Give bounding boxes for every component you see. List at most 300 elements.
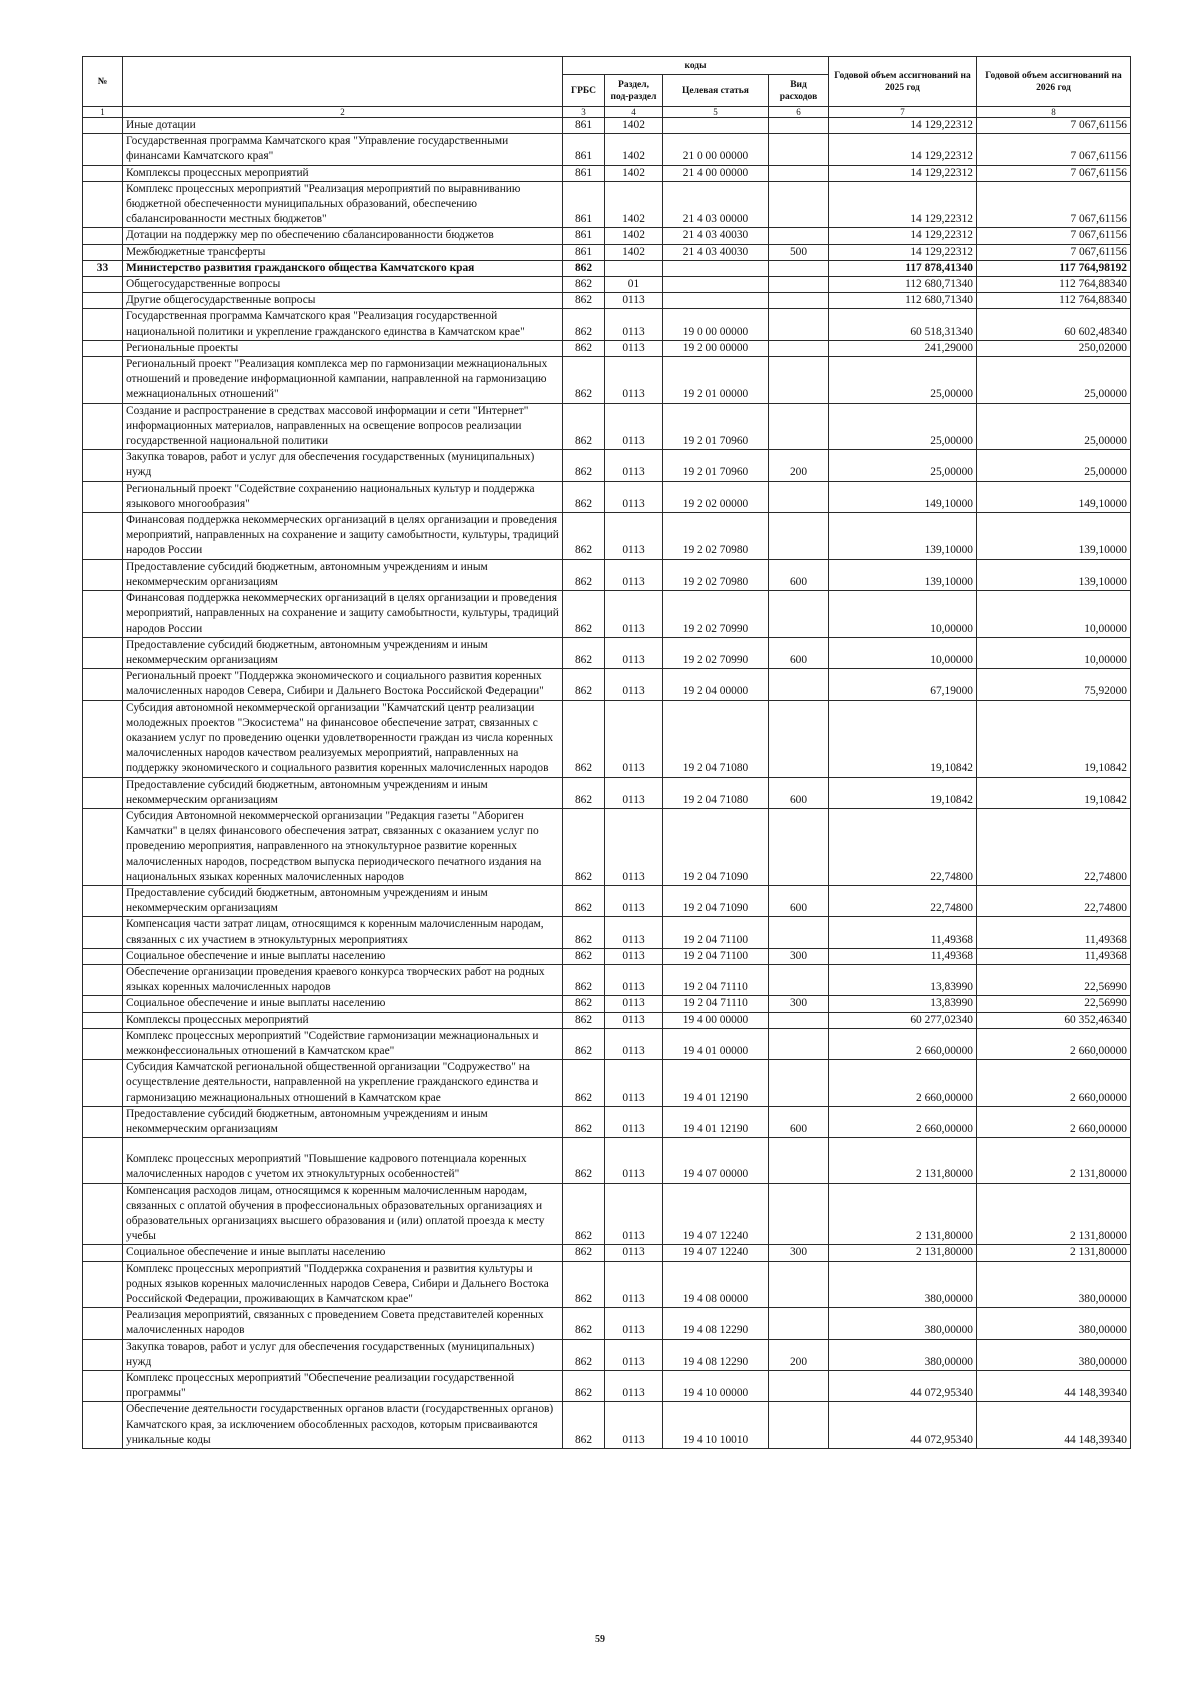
table-row xyxy=(83,118,1131,134)
row-amount-2025: 2 131,80000 xyxy=(829,1245,977,1261)
row-name xyxy=(123,1183,563,1245)
row-grbs: 862 xyxy=(563,1028,605,1059)
row-razdel: 1402 xyxy=(605,118,663,134)
row-razdel: 0113 xyxy=(605,513,663,560)
row-name-text: Государственная программа Камчатского края "Управление государственными финансами Камчатского края" xyxy=(126,135,509,163)
table-row xyxy=(83,1138,1131,1183)
row-razdel: 0113 xyxy=(605,948,663,964)
row-name-text: Компенсация части затрат лицам, относящимся к коренным малочисленным народам, связанных с их участием в этнокультурных мероприятиях xyxy=(126,918,544,946)
row-grbs: 862 xyxy=(563,357,605,404)
row-amount-2026: 2 660,00000 xyxy=(977,1060,1131,1107)
row-target-article: 19 2 02 70990 xyxy=(663,591,769,638)
row-amount-2025: 25,00000 xyxy=(829,357,977,404)
row-name xyxy=(123,996,563,1012)
row-number xyxy=(83,700,123,777)
row-grbs: 862 xyxy=(563,1245,605,1261)
row-amount-2025: 44 072,95340 xyxy=(829,1402,977,1449)
row-grbs: 862 xyxy=(563,340,605,356)
row-number xyxy=(83,165,123,181)
row-name xyxy=(123,181,563,228)
row-amount-2025: 14 129,22312 xyxy=(829,228,977,244)
row-razdel: 0113 xyxy=(605,1339,663,1370)
row-target-article: 19 2 04 71090 xyxy=(663,885,769,916)
row-amount-2026: 25,00000 xyxy=(977,357,1131,404)
row-grbs: 862 xyxy=(563,700,605,777)
row-name-text: Предоставление субсидий бюджетным, автономным учреждениям и иным некоммерческим организациям xyxy=(126,638,488,666)
row-razdel: 0113 xyxy=(605,700,663,777)
row-razdel: 0113 xyxy=(605,964,663,995)
row-name xyxy=(123,1371,563,1402)
row-number xyxy=(83,1183,123,1245)
table-row xyxy=(83,357,1131,404)
row-amount-2026: 7 067,61156 xyxy=(977,244,1131,260)
row-amount-2026: 25,00000 xyxy=(977,403,1131,450)
row-grbs: 862 xyxy=(563,513,605,560)
row-name-text: Предоставление субсидий бюджетным, автономным учреждениям и иным некоммерческим организациям xyxy=(126,560,488,588)
row-name xyxy=(123,481,563,512)
row-name xyxy=(123,1028,563,1059)
row-name xyxy=(123,808,563,885)
row-expense-type xyxy=(769,917,829,948)
index-cell: 8 xyxy=(977,107,1131,118)
row-expense-type xyxy=(769,481,829,512)
row-name-text: Комплекс процессных мероприятий "Реализация мероприятий по выравниванию бюджетной обеспеченности муниципальных образований, обеспечению сбалансированности местных бюджетов" xyxy=(126,182,521,226)
row-amount-2025: 19,10842 xyxy=(829,777,977,808)
row-number xyxy=(83,637,123,668)
row-target-article: 19 4 01 12190 xyxy=(663,1106,769,1137)
table-row xyxy=(83,637,1131,668)
row-name xyxy=(123,1245,563,1261)
row-grbs: 862 xyxy=(563,1106,605,1137)
row-amount-2026: 11,49368 xyxy=(977,917,1131,948)
table-row xyxy=(83,513,1131,560)
row-amount-2025: 117 878,41340 xyxy=(829,260,977,276)
row-razdel: 1402 xyxy=(605,244,663,260)
table-row xyxy=(83,559,1131,590)
row-amount-2026: 60 352,46340 xyxy=(977,1012,1131,1028)
row-amount-2025: 19,10842 xyxy=(829,700,977,777)
row-target-article: 21 4 00 00000 xyxy=(663,165,769,181)
row-amount-2026: 44 148,39340 xyxy=(977,1402,1131,1449)
row-name-text: Дотации на поддержку мер по обеспечению сбалансированности бюджетов xyxy=(126,229,494,242)
row-amount-2025: 241,29000 xyxy=(829,340,977,356)
row-number xyxy=(83,293,123,309)
row-grbs: 861 xyxy=(563,228,605,244)
row-number xyxy=(83,559,123,590)
row-razdel: 0113 xyxy=(605,1245,663,1261)
row-target-article xyxy=(663,260,769,276)
row-amount-2026: 117 764,98192 xyxy=(977,260,1131,276)
row-amount-2026: 2 131,80000 xyxy=(977,1245,1131,1261)
row-name-text: Иные дотации xyxy=(126,119,196,131)
index-cell: 3 xyxy=(563,107,605,118)
row-grbs: 861 xyxy=(563,181,605,228)
row-razdel: 0113 xyxy=(605,403,663,450)
row-amount-2026: 10,00000 xyxy=(977,637,1131,668)
row-razdel: 0113 xyxy=(605,1402,663,1449)
row-amount-2025: 112 680,71340 xyxy=(829,293,977,309)
table-row xyxy=(83,1060,1131,1107)
row-name-text: Межбюджетные трансферты xyxy=(126,245,266,258)
table-row xyxy=(83,309,1131,340)
row-razdel: 0113 xyxy=(605,340,663,356)
page-number: 59 xyxy=(595,1634,605,1645)
table-row xyxy=(83,134,1131,165)
row-razdel: 0113 xyxy=(605,1012,663,1028)
row-razdel: 0113 xyxy=(605,357,663,404)
row-expense-type xyxy=(769,118,829,134)
row-grbs: 862 xyxy=(563,885,605,916)
row-expense-type xyxy=(769,1138,829,1183)
row-name-text: Комплекс процессных мероприятий "Поддержка сохранения и развития культуры и родных языков коренных малочисленных народов Севера, Сибири и Дальнего Востока Российской Федерации, проживающих в Камчатском крае" xyxy=(126,1262,549,1306)
row-grbs: 862 xyxy=(563,1402,605,1449)
row-number xyxy=(83,1261,123,1308)
row-expense-type xyxy=(769,293,829,309)
row-grbs: 862 xyxy=(563,1261,605,1308)
row-target-article xyxy=(663,118,769,134)
row-grbs: 862 xyxy=(563,964,605,995)
row-name-text: Региональный проект "Поддержка экономического и социального развития коренных малочисленных народов Севера, Сибири и Дальнего Востока Российской Федерации" xyxy=(126,670,544,698)
row-razdel: 0113 xyxy=(605,777,663,808)
row-name xyxy=(123,917,563,948)
row-target-article: 21 4 03 40030 xyxy=(663,228,769,244)
row-grbs: 862 xyxy=(563,669,605,700)
row-amount-2026: 22,74800 xyxy=(977,885,1131,916)
row-razdel: 0113 xyxy=(605,996,663,1012)
table-row xyxy=(83,1012,1131,1028)
row-number xyxy=(83,118,123,134)
row-razdel: 0113 xyxy=(605,559,663,590)
row-grbs: 862 xyxy=(563,1138,605,1183)
row-number xyxy=(83,513,123,560)
row-name-text: Субсидия Камчатской региональной общественной организации "Содружество" на осуществление деятельности, направленной на укрепление гражданского единства и гармонизацию межнациональных отношений в Камчатском крае xyxy=(126,1061,539,1104)
row-razdel: 0113 xyxy=(605,1138,663,1183)
header-grbs: ГРБС xyxy=(563,75,605,107)
row-razdel: 0113 xyxy=(605,481,663,512)
table-row xyxy=(83,228,1131,244)
row-amount-2026: 250,02000 xyxy=(977,340,1131,356)
table-row xyxy=(83,403,1131,450)
row-razdel: 0113 xyxy=(605,1028,663,1059)
row-number: 33 xyxy=(83,260,123,276)
row-number xyxy=(83,1060,123,1107)
row-amount-2026: 60 602,48340 xyxy=(977,309,1131,340)
row-expense-type xyxy=(769,134,829,165)
row-amount-2025: 2 131,80000 xyxy=(829,1183,977,1245)
row-number xyxy=(83,277,123,293)
header-2026: Годовой объем ассигнований на 2026 год xyxy=(977,57,1131,107)
row-razdel: 1402 xyxy=(605,181,663,228)
row-target-article: 19 2 02 70990 xyxy=(663,637,769,668)
row-grbs: 862 xyxy=(563,777,605,808)
row-name xyxy=(123,260,563,276)
row-razdel: 1402 xyxy=(605,228,663,244)
row-amount-2025: 2 131,80000 xyxy=(829,1138,977,1183)
row-expense-type xyxy=(769,1261,829,1308)
row-expense-type: 500 xyxy=(769,244,829,260)
index-cell: 4 xyxy=(605,107,663,118)
row-name-text: Социальное обеспечение и иные выплаты населению xyxy=(126,997,386,1010)
row-name xyxy=(123,637,563,668)
row-number xyxy=(83,1371,123,1402)
row-name-text: Закупка товаров, работ и услуг для обеспечения государственных (муниципальных) нужд xyxy=(126,451,535,479)
header-razdel: Раздел, под-раздел xyxy=(605,75,663,107)
row-grbs: 862 xyxy=(563,277,605,293)
row-name xyxy=(123,277,563,293)
row-amount-2026: 11,49368 xyxy=(977,948,1131,964)
row-amount-2026: 44 148,39340 xyxy=(977,1371,1131,1402)
row-name xyxy=(123,1060,563,1107)
row-amount-2026: 7 067,61156 xyxy=(977,118,1131,134)
row-number xyxy=(83,1012,123,1028)
row-razdel: 01 xyxy=(605,277,663,293)
row-number xyxy=(83,964,123,995)
row-amount-2026: 10,00000 xyxy=(977,591,1131,638)
row-target-article: 19 4 10 00000 xyxy=(663,1371,769,1402)
row-amount-2025: 2 660,00000 xyxy=(829,1106,977,1137)
row-amount-2026: 139,10000 xyxy=(977,513,1131,560)
table-row xyxy=(83,777,1131,808)
row-name xyxy=(123,118,563,134)
row-name xyxy=(123,228,563,244)
row-number xyxy=(83,996,123,1012)
row-name-text: Реализация мероприятий, связанных с проведением Совета представителей коренных малочисленных народов xyxy=(126,1309,544,1337)
row-razdel: 0113 xyxy=(605,1183,663,1245)
row-amount-2025: 13,83990 xyxy=(829,996,977,1012)
row-expense-type: 600 xyxy=(769,777,829,808)
row-target-article: 19 4 10 10010 xyxy=(663,1402,769,1449)
row-amount-2025: 22,74800 xyxy=(829,808,977,885)
row-amount-2025: 60 518,31340 xyxy=(829,309,977,340)
row-amount-2026: 112 764,88340 xyxy=(977,293,1131,309)
row-amount-2026: 75,92000 xyxy=(977,669,1131,700)
header-codes: коды xyxy=(563,57,829,75)
row-amount-2025: 139,10000 xyxy=(829,513,977,560)
row-grbs: 862 xyxy=(563,293,605,309)
row-number xyxy=(83,1339,123,1370)
row-amount-2026: 380,00000 xyxy=(977,1339,1131,1370)
row-number xyxy=(83,181,123,228)
row-expense-type xyxy=(769,1183,829,1245)
row-name-text: Финансовая поддержка некоммерческих организаций в целях организации и проведения мероприятий, направленных на сохранение и защиту самобытности, культуры, традиций народов России xyxy=(126,592,559,635)
row-expense-type: 300 xyxy=(769,1245,829,1261)
row-target-article: 19 4 07 12240 xyxy=(663,1183,769,1245)
row-target-article: 19 4 07 00000 xyxy=(663,1138,769,1183)
row-target-article: 21 0 00 00000 xyxy=(663,134,769,165)
row-name-text: Региональные проекты xyxy=(126,341,239,354)
row-number xyxy=(83,309,123,340)
row-grbs: 862 xyxy=(563,481,605,512)
row-name-text: Обеспечение деятельности государственных органов власти (государственных органов) Камчатского края, за исключением обособленных расходов, которым присваиваются уникальные коды xyxy=(126,1403,554,1446)
row-name-text: Социальное обеспечение и иные выплаты населению xyxy=(126,949,386,962)
budget-table xyxy=(82,56,1131,1449)
row-target-article: 19 2 04 71080 xyxy=(663,700,769,777)
row-target-article: 21 4 03 00000 xyxy=(663,181,769,228)
row-number xyxy=(83,357,123,404)
row-razdel: 0113 xyxy=(605,309,663,340)
row-number xyxy=(83,481,123,512)
row-name-text: Предоставление субсидий бюджетным, автономным учреждениям и иным некоммерческим организациям xyxy=(126,886,488,915)
row-name-text: Министерство развития гражданского общества Камчатского края xyxy=(126,261,475,274)
row-grbs: 862 xyxy=(563,260,605,276)
row-expense-type xyxy=(769,964,829,995)
row-expense-type xyxy=(769,513,829,560)
row-amount-2026: 2 660,00000 xyxy=(977,1028,1131,1059)
row-amount-2026: 139,10000 xyxy=(977,559,1131,590)
table-row xyxy=(83,1371,1131,1402)
table-row xyxy=(83,1245,1131,1261)
row-name xyxy=(123,591,563,638)
row-amount-2025: 11,49368 xyxy=(829,948,977,964)
row-razdel: 1402 xyxy=(605,165,663,181)
row-expense-type xyxy=(769,228,829,244)
row-name xyxy=(123,559,563,590)
row-name-text: Создание и распространение в средствах массовой информации и сети "Интернет" информационных материалов, направленных на освещение вопросов реализации государственной национальной политики xyxy=(126,404,529,448)
row-expense-type xyxy=(769,1402,829,1449)
row-amount-2026: 22,74800 xyxy=(977,808,1131,885)
row-razdel: 0113 xyxy=(605,591,663,638)
row-target-article: 19 2 04 71110 xyxy=(663,964,769,995)
row-name xyxy=(123,885,563,916)
header-expense-type: Вид расходов xyxy=(769,75,829,107)
row-amount-2026: 7 067,61156 xyxy=(977,181,1131,228)
row-amount-2025: 10,00000 xyxy=(829,591,977,638)
row-target-article: 19 2 00 00000 xyxy=(663,340,769,356)
row-amount-2025: 60 277,02340 xyxy=(829,1012,977,1028)
table-row xyxy=(83,964,1131,995)
row-expense-type: 600 xyxy=(769,637,829,668)
table-row xyxy=(83,669,1131,700)
row-name-text: Предоставление субсидий бюджетным, автономным учреждениям и иным некоммерческим организациям xyxy=(126,778,488,806)
row-name-text: Региональный проект "Реализация комплекса мер по гармонизации межнациональных отношений и проведение информационной кампании, направленной на гармонизацию межнациональных отношений" xyxy=(126,358,548,401)
row-expense-type xyxy=(769,1028,829,1059)
row-target-article: 19 2 04 71080 xyxy=(663,777,769,808)
row-number xyxy=(83,669,123,700)
row-name xyxy=(123,244,563,260)
row-grbs: 862 xyxy=(563,403,605,450)
row-amount-2026: 380,00000 xyxy=(977,1261,1131,1308)
header-2025: Годовой объем ассигнований на 2025 год xyxy=(829,57,977,107)
row-razdel: 0113 xyxy=(605,450,663,481)
table-row xyxy=(83,700,1131,777)
row-number xyxy=(83,917,123,948)
table-row xyxy=(83,591,1131,638)
row-expense-type: 200 xyxy=(769,450,829,481)
row-name xyxy=(123,513,563,560)
row-expense-type xyxy=(769,277,829,293)
row-expense-type xyxy=(769,1371,829,1402)
row-razdel: 0113 xyxy=(605,1261,663,1308)
table-row xyxy=(83,1339,1131,1370)
row-amount-2026: 149,10000 xyxy=(977,481,1131,512)
table-row xyxy=(83,450,1131,481)
row-amount-2025: 14 129,22312 xyxy=(829,118,977,134)
table-header xyxy=(83,57,1131,118)
row-name xyxy=(123,357,563,404)
row-name xyxy=(123,1106,563,1137)
row-target-article: 19 4 07 12240 xyxy=(663,1245,769,1261)
row-grbs: 862 xyxy=(563,808,605,885)
row-expense-type xyxy=(769,700,829,777)
row-expense-type xyxy=(769,403,829,450)
row-target-article: 19 2 01 70960 xyxy=(663,450,769,481)
row-name-text: Комплексы процессных мероприятий xyxy=(126,166,309,179)
row-amount-2026: 2 660,00000 xyxy=(977,1106,1131,1137)
row-name xyxy=(123,134,563,165)
row-number xyxy=(83,1402,123,1449)
row-name xyxy=(123,1308,563,1339)
row-grbs: 862 xyxy=(563,1012,605,1028)
row-grbs: 862 xyxy=(563,948,605,964)
row-target-article: 19 2 04 71100 xyxy=(663,948,769,964)
row-expense-type xyxy=(769,260,829,276)
row-expense-type: 600 xyxy=(769,1106,829,1137)
row-amount-2026: 380,00000 xyxy=(977,1308,1131,1339)
row-name xyxy=(123,1138,563,1183)
row-expense-type xyxy=(769,181,829,228)
row-expense-type xyxy=(769,309,829,340)
row-grbs: 862 xyxy=(563,1308,605,1339)
header-num: № xyxy=(83,57,123,107)
row-grbs: 862 xyxy=(563,1339,605,1370)
row-razdel: 0113 xyxy=(605,1106,663,1137)
row-name xyxy=(123,1402,563,1449)
row-grbs: 862 xyxy=(563,309,605,340)
row-target-article: 19 2 04 00000 xyxy=(663,669,769,700)
row-amount-2026: 19,10842 xyxy=(977,777,1131,808)
row-number xyxy=(83,403,123,450)
table-row xyxy=(83,165,1131,181)
row-name xyxy=(123,403,563,450)
row-expense-type: 300 xyxy=(769,996,829,1012)
row-amount-2026: 2 131,80000 xyxy=(977,1183,1131,1245)
row-number xyxy=(83,1245,123,1261)
row-number xyxy=(83,244,123,260)
row-razdel: 0113 xyxy=(605,637,663,668)
row-name xyxy=(123,340,563,356)
table-row xyxy=(83,1028,1131,1059)
row-amount-2025: 380,00000 xyxy=(829,1261,977,1308)
row-number xyxy=(83,1106,123,1137)
row-expense-type: 300 xyxy=(769,948,829,964)
header-name xyxy=(123,57,563,107)
row-target-article: 19 2 04 71100 xyxy=(663,917,769,948)
row-name xyxy=(123,1012,563,1028)
row-amount-2025: 67,19000 xyxy=(829,669,977,700)
row-amount-2025: 14 129,22312 xyxy=(829,244,977,260)
row-amount-2025: 380,00000 xyxy=(829,1308,977,1339)
row-name xyxy=(123,700,563,777)
row-target-article: 19 4 08 12290 xyxy=(663,1339,769,1370)
row-grbs: 862 xyxy=(563,450,605,481)
row-target-article: 19 2 04 71090 xyxy=(663,808,769,885)
row-name xyxy=(123,777,563,808)
row-name xyxy=(123,1339,563,1370)
index-cell: 5 xyxy=(663,107,769,118)
table-row xyxy=(83,244,1131,260)
row-name-text: Комплекс процессных мероприятий "Повышение кадрового потенциала коренных малочисленных народов с учетом их этнокультурных особенностей" xyxy=(126,1153,527,1181)
row-target-article: 19 4 01 12190 xyxy=(663,1060,769,1107)
row-amount-2026: 19,10842 xyxy=(977,700,1131,777)
row-amount-2025: 149,10000 xyxy=(829,481,977,512)
index-cell: 2 xyxy=(123,107,563,118)
row-grbs: 862 xyxy=(563,1371,605,1402)
row-number xyxy=(83,1028,123,1059)
row-number xyxy=(83,948,123,964)
table-row xyxy=(83,1106,1131,1137)
row-expense-type: 600 xyxy=(769,885,829,916)
row-amount-2025: 2 660,00000 xyxy=(829,1060,977,1107)
